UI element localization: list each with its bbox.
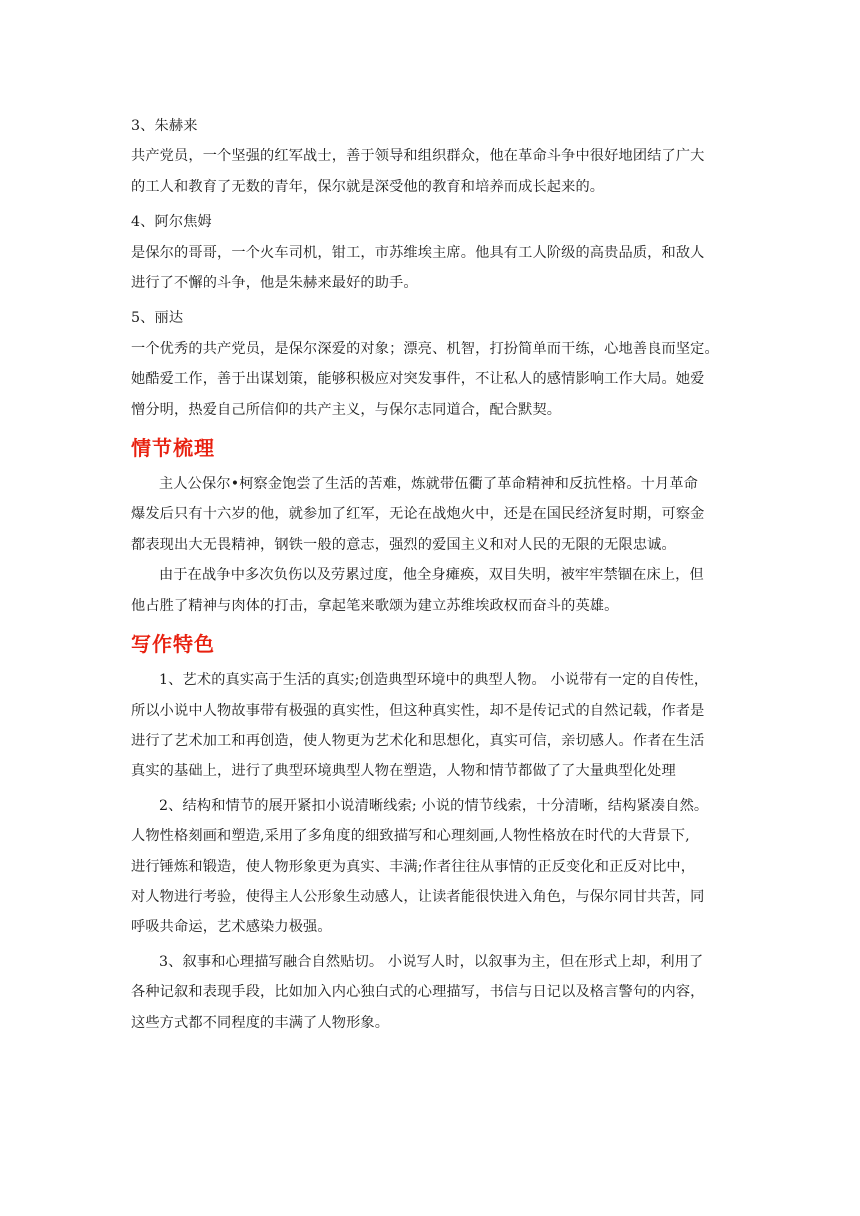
feature-line: 人物性格刻画和塑造,采用了多角度的细致描写和心理刻画,人物性格放在时代的大背景下, [131, 828, 690, 845]
section-title-plot: 情节梳理 [131, 436, 215, 461]
plot-line: 都表现出大无畏精神，钢铁一般的意志，强烈的爱国主义和对人民的无限的无限忠诚。 [131, 536, 676, 553]
feature-line: 呼吸共命运，艺术感染力极强。 [131, 919, 332, 936]
section-title-features: 写作特色 [131, 632, 215, 657]
character-line: 进行了不懈的斗争，他是朱赫来最好的助手。 [131, 275, 418, 292]
document-content [131, 110, 733, 1038]
plot-line: 他占胜了精神与肉体的打击，拿起笔来歌颂为建立苏维埃政权而奋斗的英雄。 [131, 597, 619, 614]
character-line: 的工人和教育了无数的青年，保尔就是深受他的教育和培养而成长起来的。 [131, 178, 605, 195]
plot-line: 爆发后只有十六岁的他，就参加了红军，无论在战炮火中，还是在国民经济复时期，可察金 [131, 506, 705, 523]
feature-line: 进行了艺术加工和再创造，使人物更为艺术化和思想化，真实可信，亲切感人。作者在生活 [131, 732, 705, 749]
plot-line: 由于在战争中多次负伤以及劳累过度，他全身瘫痪，双目失明，被牢牢禁锢在床上，但 [159, 567, 704, 584]
character-line: 她酷爱工作，善于出谋划策，能够积极应对突发事件，不让私人的感情影响工作大局。她爱 [131, 371, 705, 388]
feature-line: 对人物进行考验，使得主人公形象生动感人，让读者能很快进入角色，与保尔同甘共苦，同 [131, 888, 705, 905]
feature-line: 各种记叙和表现手段，比如加入内心独白式的心理描写，书信与日记以及格言警句的内容， [131, 984, 705, 1001]
character-heading: 4、阿尔焦姆 [131, 214, 212, 231]
feature-line: 进行锤炼和锻造，使人物形象更为真实、丰满;作者往往从事情的正反变化和正反对比中， [131, 858, 696, 875]
feature-line: 所以小说中人物故事带有极强的真实性，但这种真实性，却不是传记式的自然记载，作者是 [131, 702, 705, 719]
feature-line: 1、艺术的真实高于生活的真实;创造典型环境中的典型人物。 小说带有一定的自传性， [159, 672, 709, 689]
character-line: 是保尔的哥哥，一个火车司机，钳工，市苏维埃主席。他具有工人阶级的高贵品质，和敌人 [131, 244, 705, 261]
feature-line: 真实的基础上，进行了典型环境典型人物在塑造，人物和情节都做了了大量典型化处理 [131, 763, 676, 780]
character-heading: 3、朱赫来 [131, 118, 198, 134]
character-line: 共产党员，一个坚强的红军战士，善于领导和组织群众，他在革命斗争中很好地团结了广大 [131, 148, 705, 165]
plot-line: 主人公保尔•柯察金饱尝了生活的苦难，炼就带伍衢了革命精神和反抗性格。十月革命 [159, 476, 699, 493]
character-line: 憎分明，热爱自己所信仰的共产主义，与保尔志同道合，配合默契。 [131, 401, 562, 418]
character-heading: 5、丽达 [131, 310, 184, 327]
feature-line: 这些方式都不同程度的丰满了人物形象。 [131, 1014, 390, 1031]
feature-line: 2、结构和情节的展开紧扣小说清晰线索; 小说的情节线索，十分清晰，结构紧凑自然。 [159, 797, 709, 814]
feature-line: 3、叙事和心理描写融合自然贴切。 小说写人时，以叙事为主，但在形式上却，利用了 [159, 953, 704, 970]
character-line: 一个优秀的共产党员，是保尔深爱的对象；漂亮、机智，打扮简单而干练，心地善良而坚定。 [131, 340, 719, 357]
